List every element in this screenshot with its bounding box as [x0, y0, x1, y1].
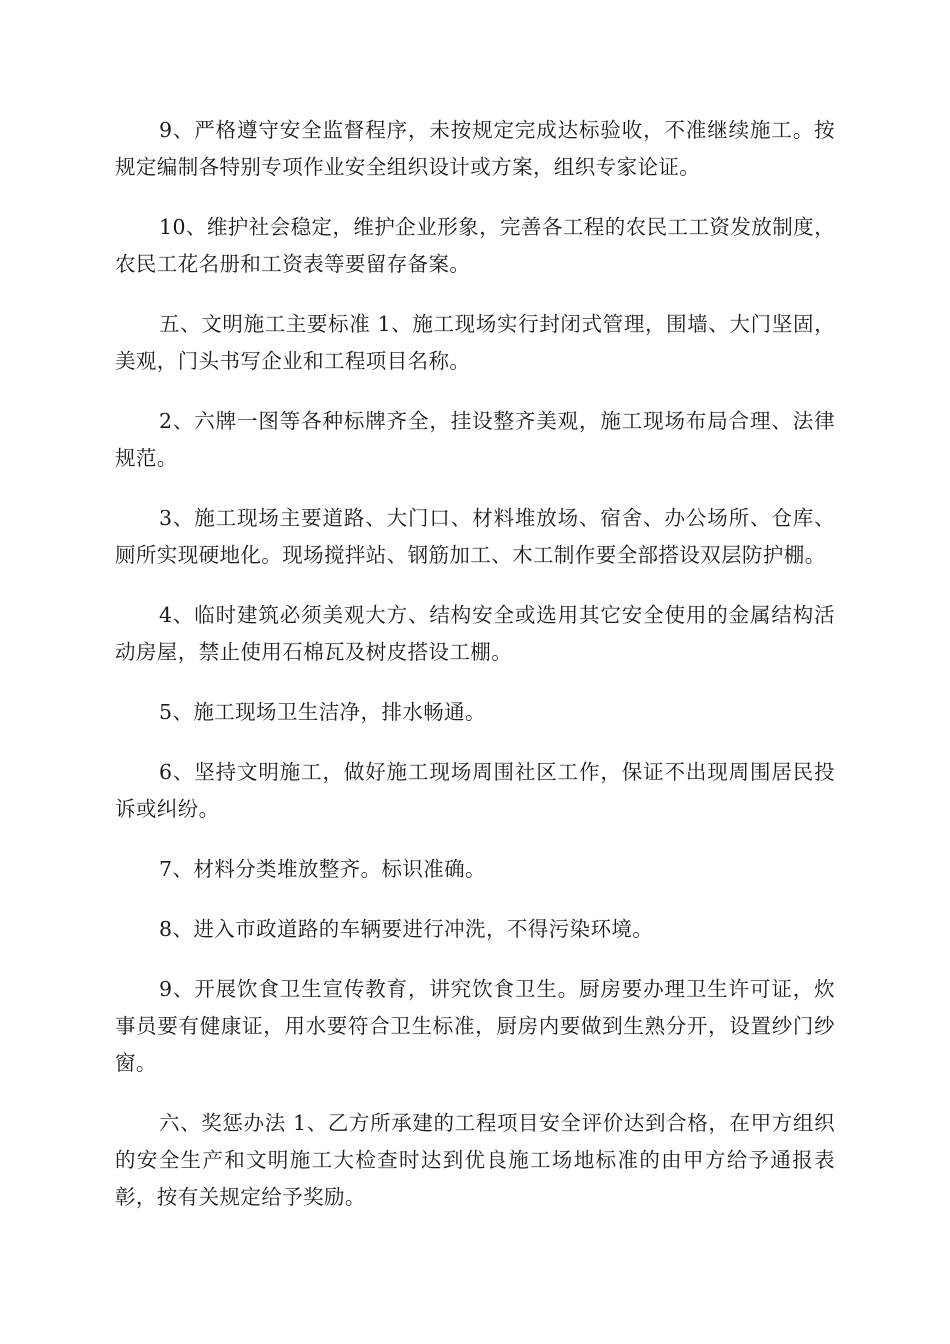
paragraph-1: 9、严格遵守安全监督程序，未按规定完成达标验收，不准继续施工。按规定编制各特别专项作业安全组织设计或方案，组织专家论证。	[115, 118, 835, 179]
paragraph-5: 3、施工现场主要道路、大门口、材料堆放场、宿舍、办公场所、仓库、厕所实现硬地化。现场搅拌站、钢筋加工、木工制作要全部搭设双层防护棚。	[115, 506, 835, 567]
paragraph-4: 2、六牌一图等各种标牌齐全，挂设整齐美观，施工现场布局合理、法律规范。	[115, 409, 835, 470]
paragraph-6: 4、临时建筑必须美观大方、结构安全或选用其它安全使用的金属结构活动房屋，禁止使用石棉瓦及树皮搭设工棚。	[115, 603, 835, 664]
paragraph-9: 7、材料分类堆放整齐。标识准确。	[159, 857, 486, 881]
paragraph-10: 8、进入市政道路的车辆要进行冲洗，不得污染环境。	[159, 917, 654, 941]
paragraph-8: 6、坚持文明施工，做好施工现场周围社区工作，保证不出现周围居民投诉或纠纷。	[115, 760, 835, 821]
paragraph-3: 五、文明施工主要标准 1、施工现场实行封闭式管理，围墙、大门坚固，美观，门头书写企业和工程项目名称。	[115, 312, 835, 373]
paragraph-11: 9、开展饮食卫生宣传教育，讲究饮食卫生。厨房要办理卫生许可证，炊事员要有健康证，用水要符合卫生标准，厨房内要做到生熟分开，设置纱门纱窗。	[115, 977, 835, 1075]
document-body	[115, 112, 835, 1239]
paragraph-12: 六、奖惩办法 1、乙方所承建的工程项目安全评价达到合格，在甲方组织的安全生产和文明施工大检查时达到优良施工场地标准的由甲方给予通报表彰，按有关规定给予奖励。	[115, 1111, 835, 1209]
paragraph-2: 10、维护社会稳定，维护企业形象，完善各工程的农民工工资发放制度，农民工花名册和工资表等要留存备案。	[115, 215, 835, 276]
paragraph-7: 5、施工现场卫生洁净，排水畅通。	[159, 700, 486, 724]
